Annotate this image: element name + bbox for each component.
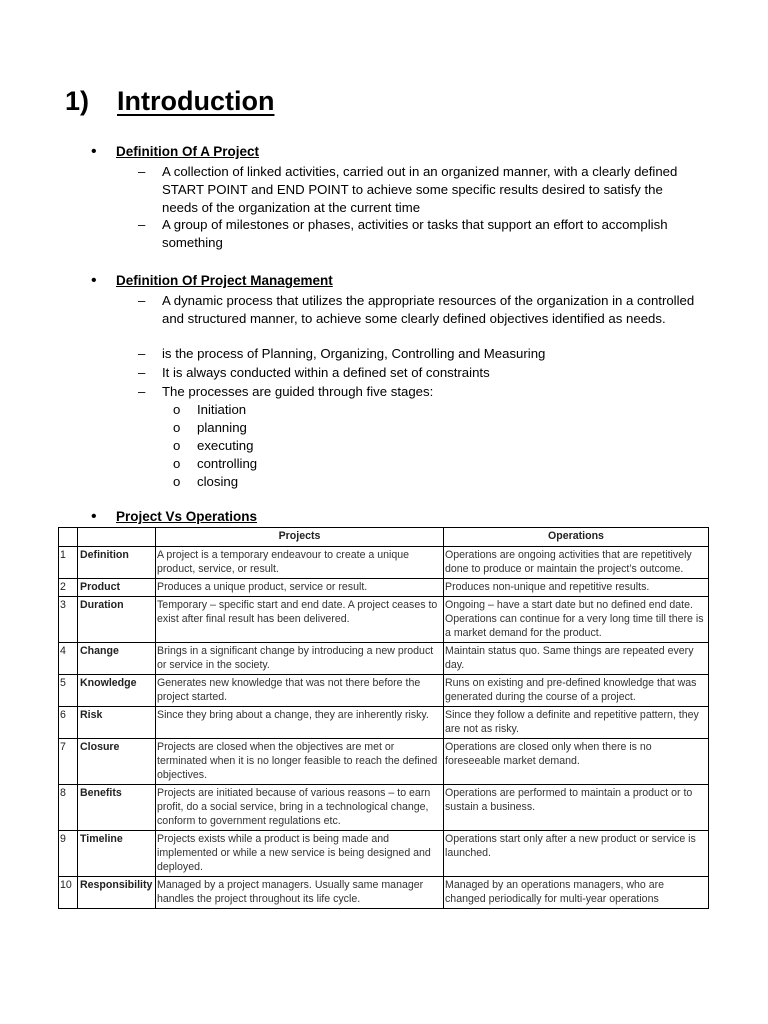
projects-cell: Generates new knowledge that was not there before the project started. [156, 675, 444, 707]
row-aspect: Product [78, 579, 156, 597]
dash-icon: – [138, 164, 146, 179]
stage-text: closing [197, 474, 239, 489]
row-aspect: Closure [78, 739, 156, 785]
table-row [59, 831, 709, 877]
projects-cell: Projects are closed when the objectives are met or terminated when it is no longer feasible to reach the defined objectives. [156, 739, 444, 785]
table-header-row [59, 528, 709, 547]
operations-cell: Operations are closed only when there is no foreseeable market demand. [444, 739, 709, 785]
header-projects: Projects [156, 528, 444, 547]
row-number: 6 [59, 707, 78, 739]
table-row [59, 739, 709, 785]
dash-icon: – [138, 217, 146, 232]
row-number: 9 [59, 831, 78, 877]
projects-cell: Projects are initiated because of various reasons – to earn profit, do a social service, bring in a technological change, conform to government regulations etc. [156, 785, 444, 831]
projects-cell: Temporary – specific start and end date. A project ceases to exist after final result has been delivered. [156, 597, 444, 643]
heading-text: Introduction [117, 86, 275, 116]
bullet-icon: • [91, 508, 97, 525]
circle-bullet-icon: o [173, 420, 181, 435]
row-number: 5 [59, 675, 78, 707]
circle-bullet-icon: o [173, 438, 181, 453]
circle-bullet-icon: o [173, 456, 181, 471]
dash-icon: – [138, 384, 146, 399]
stage-text: Initiation [197, 402, 247, 417]
list-item-text: is the process of Planning, Organizing, Controlling and Measuring [162, 346, 546, 361]
dash-icon: – [138, 365, 146, 380]
operations-cell: Operations start only after a new product or service is launched. [444, 831, 709, 877]
stage-text: executing [197, 438, 254, 453]
projects-cell: Brings in a significant change by introducing a new product or service in the society. [156, 643, 444, 675]
section-title: Project Vs Operations [116, 509, 258, 524]
operations-cell: Produces non-unique and repetitive results. [444, 579, 709, 597]
row-aspect: Definition [78, 547, 156, 579]
row-aspect: Responsibility [78, 877, 156, 909]
list-item-text: A collection of linked activities, carried out in an organized manner, with a clearly defined START POINT and END POINT to achieve some specific results desired to satisfy the needs of the organization at the current time [162, 164, 678, 215]
row-number: 2 [59, 579, 78, 597]
operations-cell: Since they follow a definite and repetitive pattern, they are not as risky. [444, 707, 709, 739]
bullet-icon: • [91, 143, 97, 160]
row-number: 7 [59, 739, 78, 785]
section-title: Definition Of Project Management [116, 273, 333, 288]
dash-icon: – [138, 346, 146, 361]
section-title: Definition Of A Project [116, 144, 260, 159]
table-row [59, 597, 709, 643]
circle-bullet-icon: o [173, 402, 181, 417]
list-item-text: A dynamic process that utilizes the appropriate resources of the organization in a controlled and structured manner, to achieve some clearly defined objectives identified as needs. [162, 293, 695, 326]
projects-cell: Produces a unique product, service or result. [156, 579, 444, 597]
header-aspect [78, 528, 156, 547]
operations-cell: Runs on existing and pre-defined knowledge that was generated during the course of a project. [444, 675, 709, 707]
stage-text: controlling [197, 456, 258, 471]
projects-cell: A project is a temporary endeavour to create a unique product, service, or result. [156, 547, 444, 579]
header-operations: Operations [444, 528, 709, 547]
table-row [59, 547, 709, 579]
row-aspect: Duration [78, 597, 156, 643]
row-number: 4 [59, 643, 78, 675]
row-number: 8 [59, 785, 78, 831]
table-row [59, 643, 709, 675]
operations-cell: Ongoing – have a start date but no defined end date. Operations can continue for a very long time till there is a market demand for the product. [444, 597, 709, 643]
circle-bullet-icon: o [173, 474, 181, 489]
row-aspect: Risk [78, 707, 156, 739]
table-row [59, 675, 709, 707]
table-row [59, 877, 709, 909]
operations-cell: Operations are performed to maintain a product or to sustain a business. [444, 785, 709, 831]
operations-cell: Managed by an operations managers, who are changed periodically for multi-year operations [444, 877, 709, 909]
header-index [59, 528, 78, 547]
list-item-text: A group of milestones or phases, activities or tasks that support an effort to accomplish something [162, 217, 668, 250]
row-number: 10 [59, 877, 78, 909]
row-aspect: Timeline [78, 831, 156, 877]
row-number: 3 [59, 597, 78, 643]
comparison-table [58, 527, 709, 909]
list-item-text: It is always conducted within a defined set of constraints [162, 365, 490, 380]
projects-cell: Projects exists while a product is being made and implemented or while a new service is being designed and deployed. [156, 831, 444, 877]
stage-text: planning [197, 420, 247, 435]
page-title [65, 86, 274, 117]
bullet-icon: • [91, 272, 97, 289]
list-item-text: The processes are guided through five stages: [162, 384, 434, 399]
heading-number: 1) [65, 86, 90, 116]
table-row [59, 579, 709, 597]
operations-cell: Operations are ongoing activities that are repetitively done to produce or maintain the project’s outcome. [444, 547, 709, 579]
operations-cell: Maintain status quo. Same things are repeated every day. [444, 643, 709, 675]
dash-icon: – [138, 293, 146, 308]
row-aspect: Change [78, 643, 156, 675]
row-number: 1 [59, 547, 78, 579]
row-aspect: Knowledge [78, 675, 156, 707]
row-aspect: Benefits [78, 785, 156, 831]
table-row [59, 785, 709, 831]
projects-cell: Since they bring about a change, they are inherently risky. [156, 707, 444, 739]
table-row [59, 707, 709, 739]
projects-cell: Managed by a project managers. Usually same manager handles the project throughout its life cycle. [156, 877, 444, 909]
